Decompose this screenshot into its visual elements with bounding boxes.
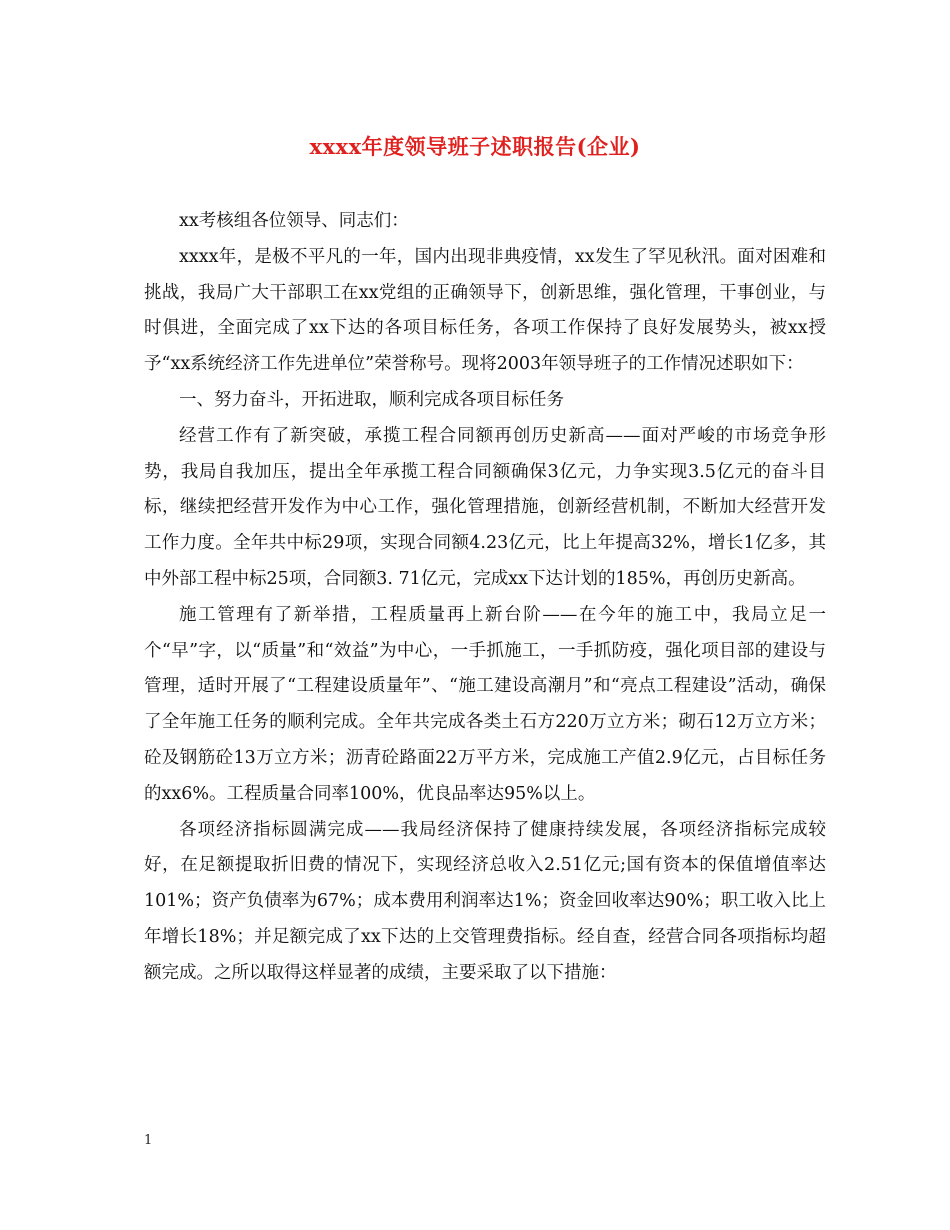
section-heading: 一、努力奋斗，开拓进取，顺利完成各项目标任务	[179, 389, 564, 410]
business-paragraph: 经营工作有了新突破，承揽工程合同额再创历史新高——面对严峻的市场竞争形势，我局自我加压，提出全年承揽工程合同额确保3亿元，力争实现3.5亿元的奋斗目标，继续把经营开发作为中心工作，强化管理措施，创新经营机制，不断加大经营开发工作力度。全年共中标29项，实现合同额4.23亿元，比上年提高32%，增长1亿多，其中外部工程中标25项，合同额3. 71亿元，完成xx下达计划的185%，再创历史新高。	[144, 425, 826, 589]
document-title: xxxx年度领导班子述职报告(企业)	[309, 134, 641, 159]
document-body	[144, 204, 826, 992]
page-number: 1	[144, 1133, 153, 1148]
economic-paragraph: 各项经济指标圆满完成——我局经济保持了健康持续发展，各项经济指标完成较好，在足额提取折旧费的情况下，实现经济总收入2.51亿元;国有资本的保值增值率达101%；资产负债率为67%；成本费用利润率达1%；资金回收率达90%；职工收入比上年增长18%；并足额完成了xx下达的上交管理费指标。经自查，经营合同各项指标均超额完成。之所以取得这样显著的成绩，主要采取了以下措施：	[144, 819, 826, 983]
intro-paragraph: xxxx年，是极不平凡的一年，国内出现非典疫情，xx发生了罕见秋汛。面对困难和挑战，我局广大干部职工在xx党组的正确领导下，创新思维，强化管理，干事创业，与时俱进，全面完成了xx下达的各项目标任务，各项工作保持了良好发展势头，被xx授予“xx系统经济工作先进单位”荣誉称号。现将2003年领导班子的工作情况述职如下：	[144, 246, 826, 375]
salutation-paragraph: xx考核组各位领导、同志们：	[179, 211, 409, 231]
construction-paragraph: 施工管理有了新举措，工程质量再上新台阶——在今年的施工中，我局立足一个“早”字，以“质量”和“效益”为中心，一手抓施工，一手抓防疫，强化项目部的建设与管理，适时开展了“工程建设质量年”、“施工建设高潮月”和“亮点工程建设”活动，确保了全年施工任务的顺利完成。全年共完成各类土石方220万立方米；砌石12万立方米；砼及钢筋砼13万立方米；沥青砼路面22万平方米，完成施工产值2.9亿元，占目标任务的xx6%。工程质量合同率100%，优良品率达95%以上。	[144, 604, 826, 804]
